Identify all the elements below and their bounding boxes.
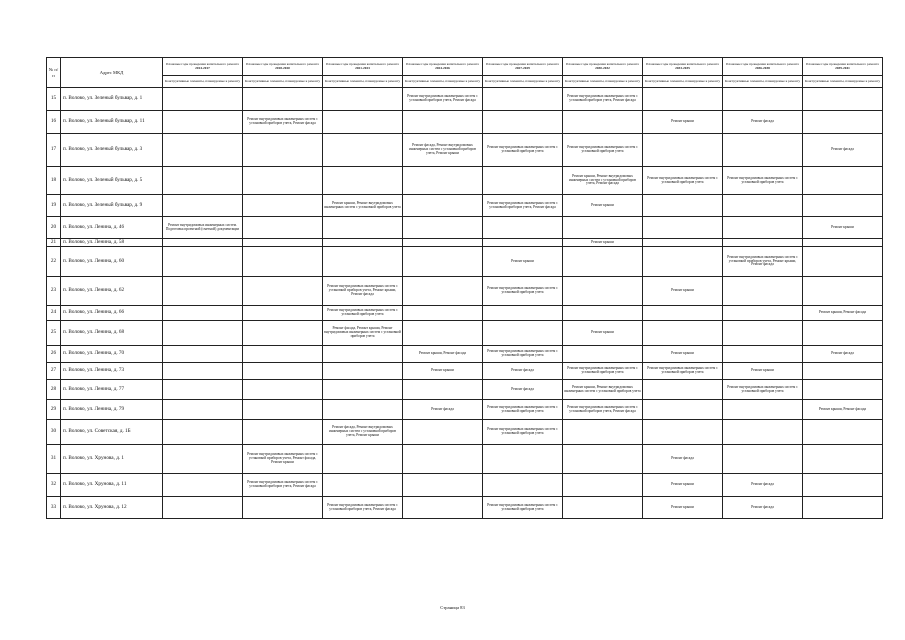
repair-cell [563, 247, 643, 277]
repair-cell: Ремонт фасада [403, 400, 483, 420]
repair-cell [163, 88, 243, 111]
repair-cell [803, 380, 883, 400]
repair-cell: Ремонт внутридомовых инженерных систем с установкой приборов учета, Ремонт фасада [403, 88, 483, 111]
table-row [47, 239, 883, 247]
repair-cell [803, 239, 883, 247]
repair-cell: Ремонт внутридомовых инженерных систем. Подготовка проектной (сметной) документации [163, 217, 243, 239]
repair-cell [243, 239, 323, 247]
repair-cell: Ремонт крыши [563, 195, 643, 217]
repair-cell: Ремонт внутридомовых инженерных систем с установкой приборов учета, Ремонт фасада [323, 497, 403, 519]
repair-cell [163, 346, 243, 363]
repair-cell [643, 88, 723, 111]
repair-cell [163, 400, 243, 420]
row-number: 16 [47, 111, 61, 134]
row-address: п. Волово, ул. Ленина, д. 70 [61, 346, 163, 363]
repair-cell [163, 445, 243, 474]
repair-cell: Ремонт внутридомовых инженерных систем с установкой приборов учета, Ремонт фасада [483, 195, 563, 217]
repair-cell: Ремонт крыши [563, 239, 643, 247]
repair-cell: Ремонт крыши [643, 277, 723, 306]
row-address: п. Волово, ул. Зеленый бульвар, д. 3 [61, 134, 163, 167]
repair-cell [643, 420, 723, 445]
table-row [47, 420, 883, 445]
table-row [47, 167, 883, 195]
repair-cell: Ремонт внутридомовых инженерных систем с установкой приборов учета, Ремонт фасада [563, 88, 643, 111]
repair-cell: Ремонт внутридомовых инженерных систем с установкой приборов учета, Ремонт крыши, Ремонт фасада [723, 247, 803, 277]
repair-cell: Ремонт фасада [723, 497, 803, 519]
repair-cell: Ремонт внутридомовых инженерных систем с установкой приборов учета, Ремонт фасада [563, 400, 643, 420]
repair-cell [163, 363, 243, 380]
repair-cell [163, 239, 243, 247]
row-address: п. Волово, ул. Хрунова, д. 1 [61, 445, 163, 474]
table-row [47, 88, 883, 111]
row-number: 30 [47, 420, 61, 445]
repair-cell [723, 88, 803, 111]
repair-cell: Ремонт фасада [803, 134, 883, 167]
repair-cell [483, 306, 563, 321]
repair-cell: Ремонт фасада, Ремонт крыши, Ремонт внутридомовых инженерных систем с установкой приборов учета [323, 321, 403, 346]
row-number: 21 [47, 239, 61, 247]
repair-cell: Ремонт внутридомовых инженерных систем с установкой приборов учета, Ремонт фасада [243, 111, 323, 134]
row-number: 32 [47, 474, 61, 497]
repair-cell [243, 400, 323, 420]
period-subheader: Конструктивные элементы, планируемые к ремонту [163, 76, 243, 88]
row-number: 31 [47, 445, 61, 474]
row-number: 25 [47, 321, 61, 346]
row-address: п. Волово, ул. Зеленый бульвар, д. 1 [61, 88, 163, 111]
repair-cell: Ремонт внутридомовых инженерных систем с установкой приборов учета, Ремонт крыши, Ремонт фасада [323, 277, 403, 306]
row-address: п. Волово, ул. Зеленый бульвар, д. 5 [61, 167, 163, 195]
repair-cell [403, 247, 483, 277]
repair-cell [803, 247, 883, 277]
repair-cell [803, 88, 883, 111]
table-row [47, 134, 883, 167]
repair-cell [483, 239, 563, 247]
repair-cell [803, 474, 883, 497]
repair-cell [483, 111, 563, 134]
repair-cell [643, 195, 723, 217]
repair-cell [163, 111, 243, 134]
row-number: 20 [47, 217, 61, 239]
repair-cell [243, 363, 323, 380]
repair-cell [723, 217, 803, 239]
row-number: 23 [47, 277, 61, 306]
period-subheader: Конструктивные элементы, планируемые к ремонту [243, 76, 323, 88]
repair-cell [563, 277, 643, 306]
period-header: Плановые годы проведения капитального ремонта 2039-2041 [803, 58, 883, 76]
repair-cell: Ремонт крыши [803, 217, 883, 239]
repair-cell [323, 88, 403, 111]
repair-cell [163, 321, 243, 346]
row-address: п. Волово, ул. Ленина, д. 79 [61, 400, 163, 420]
period-subheader: Конструктивные элементы, планируемые к ремонту [723, 76, 803, 88]
repair-cell [723, 195, 803, 217]
repair-cell: Ремонт внутридомовых инженерных систем с установкой приборов учета [563, 363, 643, 380]
row-number: 22 [47, 247, 61, 277]
period-header: Плановые годы проведения капитального ремонта 2036-2038 [723, 58, 803, 76]
repair-cell [723, 400, 803, 420]
row-address: п. Волово, ул. Ленина, д. 60 [61, 247, 163, 277]
repair-cell [243, 497, 323, 519]
repair-cell [243, 217, 323, 239]
repair-cell [723, 321, 803, 346]
repair-cell [803, 445, 883, 474]
repair-cell [403, 239, 483, 247]
table-row [47, 277, 883, 306]
repair-cell [243, 321, 323, 346]
repair-cell [323, 445, 403, 474]
repair-cell [403, 474, 483, 497]
table-row [47, 445, 883, 474]
repair-cell: Ремонт внутридомовых инженерных систем с установкой приборов учета [723, 167, 803, 195]
repair-cell [483, 167, 563, 195]
repair-cell: Ремонт фасада, Ремонт внутридомовых инженерных систем с установкой приборов учета, Ремонт крыши [403, 134, 483, 167]
repair-cell [163, 420, 243, 445]
period-header: Плановые годы проведения капитального ремонта 2018-2020 [243, 58, 323, 76]
repair-cell: Ремонт крыши, Ремонт внутридомовых инженерных систем с установкой приборов учета, Ремонт фасада [563, 167, 643, 195]
repair-cell: Ремонт внутридомовых инженерных систем с установкой приборов учета [483, 497, 563, 519]
repair-cell: Ремонт внутридомовых инженерных систем с установкой приборов учета [643, 363, 723, 380]
repair-cell [243, 420, 323, 445]
repair-cell: Ремонт крыши [643, 346, 723, 363]
period-header: Плановые годы проведения капитального ремонта 2024-2026 [403, 58, 483, 76]
repair-cell: Ремонт фасада [483, 380, 563, 400]
repair-cell: Ремонт крыши, Ремонт фасада [403, 346, 483, 363]
row-number: 27 [47, 363, 61, 380]
repair-cell [803, 167, 883, 195]
repair-cell [563, 497, 643, 519]
repair-cell [323, 111, 403, 134]
repair-cell: Ремонт внутридомовых инженерных систем с установкой приборов учета, Ремонт фасада [243, 474, 323, 497]
table-row [47, 497, 883, 519]
table-row [47, 363, 883, 380]
row-address: п. Волово, ул. Зеленый бульвар, д. 9 [61, 195, 163, 217]
repair-cell [483, 88, 563, 111]
table-row [47, 321, 883, 346]
repair-cell: Ремонт крыши [483, 247, 563, 277]
repair-cell [403, 306, 483, 321]
row-address: п. Волово, ул. Ленина, д. 46 [61, 217, 163, 239]
repair-cell [403, 420, 483, 445]
row-address: п. Волово, ул. Зеленый бульвар, д. 11 [61, 111, 163, 134]
repair-cell [243, 346, 323, 363]
repair-cell [563, 217, 643, 239]
repair-cell [803, 321, 883, 346]
repair-cell [643, 239, 723, 247]
repair-cell [243, 88, 323, 111]
row-number: 33 [47, 497, 61, 519]
row-number: 19 [47, 195, 61, 217]
repair-cell [163, 277, 243, 306]
repair-cell [563, 420, 643, 445]
row-number: 24 [47, 306, 61, 321]
repair-cell [803, 420, 883, 445]
repair-cell: Ремонт крыши, Ремонт фасада [803, 306, 883, 321]
repair-cell [723, 420, 803, 445]
repair-cell [803, 277, 883, 306]
repair-cell [243, 167, 323, 195]
page-number: Страница 83 [440, 605, 465, 610]
repair-cell: Ремонт внутридомовых инженерных систем с установкой приборов учета [483, 277, 563, 306]
period-header: Плановые годы проведения капитального ремонта 2021-2023 [323, 58, 403, 76]
repair-cell [723, 239, 803, 247]
table-body [47, 88, 883, 519]
repair-cell: Ремонт крыши [643, 497, 723, 519]
repair-cell [563, 346, 643, 363]
repair-cell [323, 247, 403, 277]
repair-cell: Ремонт внутридомовых инженерных систем с установкой приборов учета [323, 306, 403, 321]
repair-cell [643, 134, 723, 167]
repair-cell [163, 474, 243, 497]
repair-cell [803, 195, 883, 217]
repair-cell [403, 445, 483, 474]
repair-cell: Ремонт крыши, Ремонт фасада [803, 400, 883, 420]
period-subheader: Конструктивные элементы, планируемые к ремонту [643, 76, 723, 88]
repair-cell: Ремонт крыши, Ремонт внутридомовых инженерных систем с установкой приборов учета [323, 195, 403, 217]
repair-cell [403, 111, 483, 134]
repair-cell [563, 306, 643, 321]
table-row [47, 400, 883, 420]
repair-cell [243, 134, 323, 167]
row-number: 26 [47, 346, 61, 363]
repair-cell [163, 306, 243, 321]
address-column-header: Адрес МКД [61, 58, 163, 88]
repair-cell [483, 445, 563, 474]
row-address: п. Волово, ул. Хрунова, д. 12 [61, 497, 163, 519]
number-column-header: № п/п [47, 58, 61, 88]
repair-cell [803, 111, 883, 134]
repair-cell [243, 247, 323, 277]
period-header: Плановые годы проведения капитального ремонта 2014-2017 [163, 58, 243, 76]
table-row [47, 474, 883, 497]
repair-cell [163, 195, 243, 217]
repair-cell: Ремонт внутридомовых инженерных систем с установкой приборов учета [483, 134, 563, 167]
row-address: п. Волово, ул. Советская, д. 1Б [61, 420, 163, 445]
repair-cell [723, 306, 803, 321]
repair-cell: Ремонт крыши [643, 474, 723, 497]
repair-cell [563, 111, 643, 134]
repair-cell: Ремонт внутридомовых инженерных систем с установкой приборов учета, Ремонт фасада, Ремонт крыши [243, 445, 323, 474]
repair-cell [243, 306, 323, 321]
repair-cell: Ремонт фасада [643, 445, 723, 474]
row-address: п. Волово, ул. Ленина, д. 58 [61, 239, 163, 247]
table-row [47, 195, 883, 217]
row-address: п. Волово, ул. Ленина, д. 77 [61, 380, 163, 400]
repair-cell [403, 380, 483, 400]
repair-cell [403, 195, 483, 217]
repair-cell: Ремонт фасада [723, 474, 803, 497]
repair-cell: Ремонт крыши [723, 363, 803, 380]
period-subheader: Конструктивные элементы, планируемые к ремонту [563, 76, 643, 88]
repair-cell [403, 277, 483, 306]
repair-cell: Ремонт крыши [563, 321, 643, 346]
header-row [47, 58, 883, 76]
repair-cell [323, 167, 403, 195]
repair-cell [323, 380, 403, 400]
repair-cell: Ремонт крыши [403, 363, 483, 380]
repair-cell [643, 380, 723, 400]
repair-cell [163, 134, 243, 167]
repair-cell [323, 346, 403, 363]
repair-cell [643, 321, 723, 346]
repair-cell [323, 363, 403, 380]
repair-cell [163, 247, 243, 277]
period-subheader: Конструктивные элементы, планируемые к ремонту [323, 76, 403, 88]
repair-cell: Ремонт внутридомовых инженерных систем с установкой приборов учета [483, 400, 563, 420]
repair-cell: Ремонт фасада [803, 346, 883, 363]
repair-cell [643, 400, 723, 420]
repair-cell [563, 445, 643, 474]
repair-cell [163, 380, 243, 400]
repair-cell [483, 474, 563, 497]
repair-cell [403, 167, 483, 195]
table-row [47, 111, 883, 134]
repair-cell [323, 474, 403, 497]
table-row [47, 380, 883, 400]
row-address: п. Волово, ул. Ленина, д. 73 [61, 363, 163, 380]
repair-cell [323, 400, 403, 420]
repair-cell [643, 247, 723, 277]
repair-cell [563, 474, 643, 497]
row-address: п. Волово, ул. Ленина, д. 62 [61, 277, 163, 306]
repair-cell [643, 306, 723, 321]
repair-cell: Ремонт внутридомовых инженерных систем с установкой приборов учета [483, 420, 563, 445]
row-address: п. Волово, ул. Ленина, д. 68 [61, 321, 163, 346]
repair-cell [403, 497, 483, 519]
row-number: 18 [47, 167, 61, 195]
repair-cell: Ремонт внутридомовых инженерных систем с установкой приборов учета [563, 134, 643, 167]
capital-repair-schedule-table [46, 57, 883, 519]
repair-cell: Ремонт крыши, Ремонт внутридомовых инженерных систем с установкой приборов учета [563, 380, 643, 400]
row-number: 17 [47, 134, 61, 167]
repair-cell: Ремонт внутридомовых инженерных систем с установкой приборов учета [723, 380, 803, 400]
repair-cell: Ремонт внутридомовых инженерных систем с установкой приборов учета [643, 167, 723, 195]
repair-cell [643, 217, 723, 239]
repair-cell [723, 277, 803, 306]
repair-cell [323, 217, 403, 239]
repair-cell [723, 134, 803, 167]
table-row [47, 306, 883, 321]
table-row [47, 217, 883, 239]
repair-cell [403, 321, 483, 346]
repair-cell [803, 497, 883, 519]
period-subheader: Конструктивные элементы, планируемые к ремонту [803, 76, 883, 88]
repair-cell [163, 497, 243, 519]
row-address: п. Волово, ул. Хрунова, д. 11 [61, 474, 163, 497]
period-header: Плановые годы проведения капитального ремонта 2030-2032 [563, 58, 643, 76]
row-number: 28 [47, 380, 61, 400]
repair-cell [803, 363, 883, 380]
period-header: Плановые годы проведения капитального ремонта 2033-2035 [643, 58, 723, 76]
repair-cell [483, 217, 563, 239]
repair-cell [723, 346, 803, 363]
table-row [47, 247, 883, 277]
period-subheader: Конструктивные элементы, планируемые к ремонту [403, 76, 483, 88]
period-subheader: Конструктивные элементы, планируемые к ремонту [483, 76, 563, 88]
repair-cell [243, 380, 323, 400]
row-number: 29 [47, 400, 61, 420]
repair-cell [723, 445, 803, 474]
table-row [47, 346, 883, 363]
repair-cell [243, 277, 323, 306]
row-number: 15 [47, 88, 61, 111]
period-header: Плановые годы проведения капитального ремонта 2027-2029 [483, 58, 563, 76]
repair-cell [163, 167, 243, 195]
repair-cell [483, 321, 563, 346]
repair-cell [403, 217, 483, 239]
repair-cell: Ремонт фасада [723, 111, 803, 134]
repair-cell [323, 134, 403, 167]
repair-cell: Ремонт крыши [643, 111, 723, 134]
repair-cell [323, 239, 403, 247]
row-address: п. Волово, ул. Ленина, д. 66 [61, 306, 163, 321]
repair-cell: Ремонт фасада, Ремонт внутридомовых инженерных систем с установкой приборов учета, Ремонт крыши [323, 420, 403, 445]
repair-cell [243, 195, 323, 217]
subheader-row [47, 76, 883, 88]
repair-cell: Ремонт фасада [483, 363, 563, 380]
repair-cell: Ремонт внутридомовых инженерных систем с установкой приборов учета [483, 346, 563, 363]
